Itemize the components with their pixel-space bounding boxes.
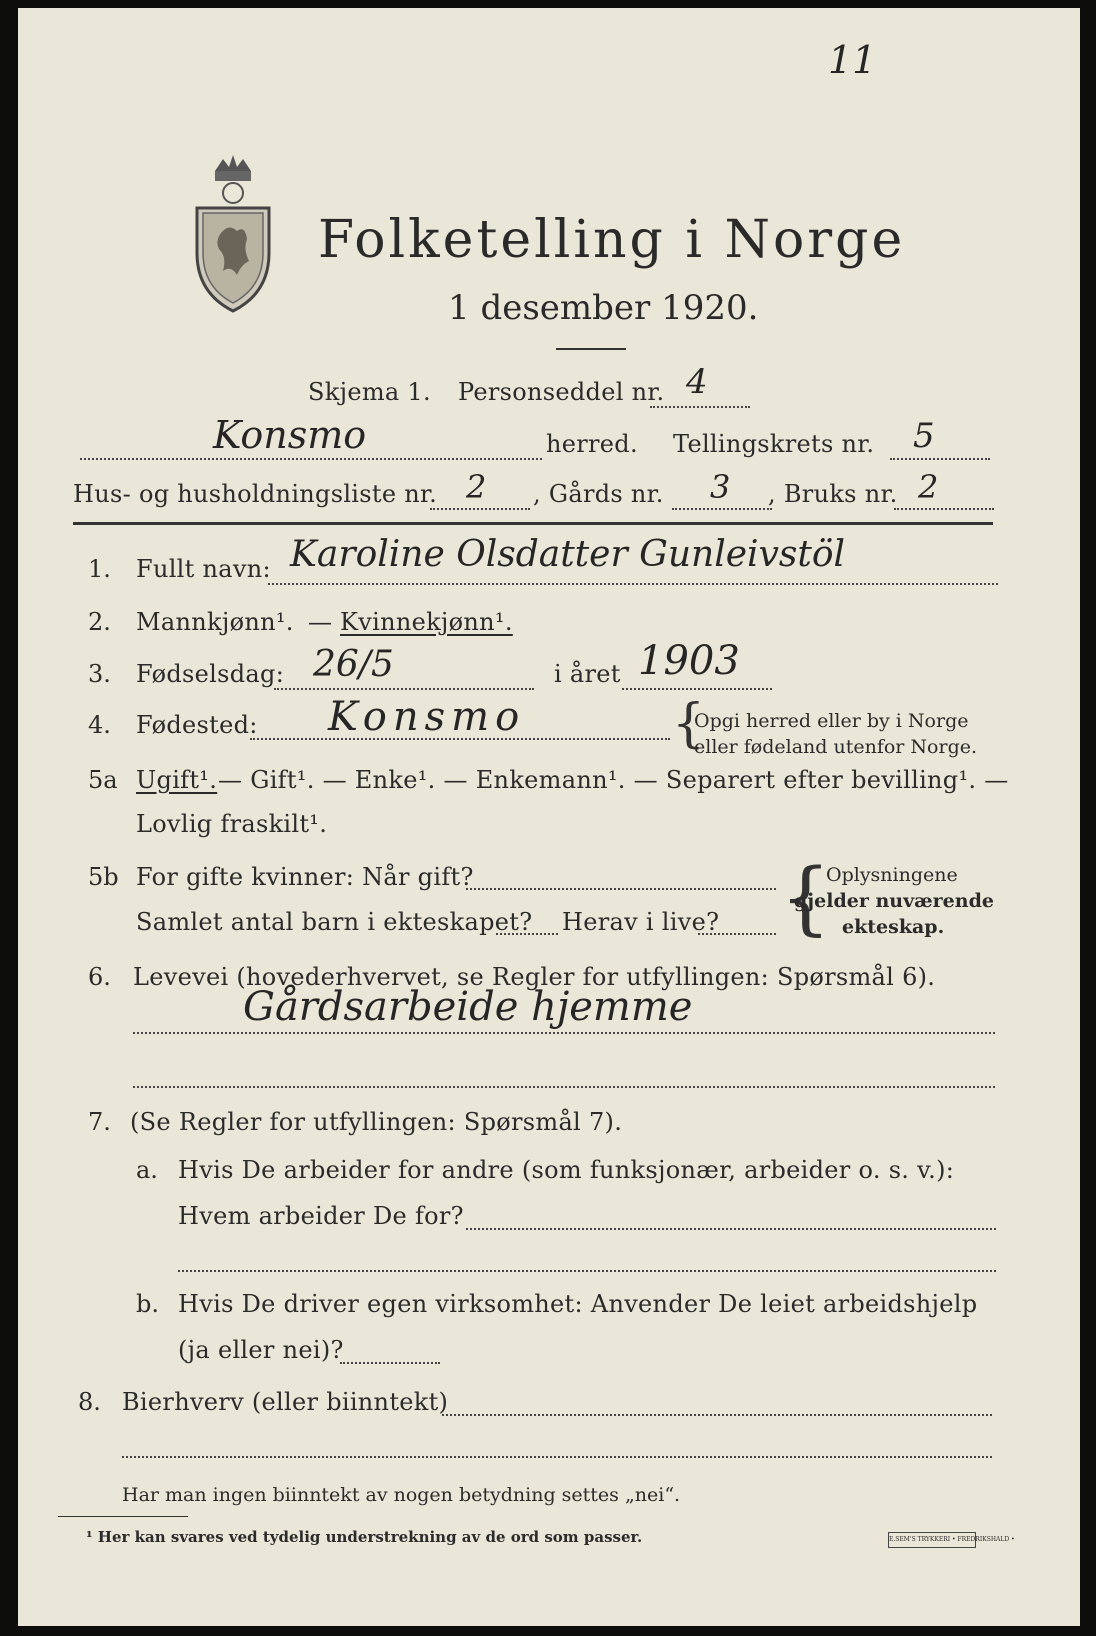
birth-year-value: 1903 xyxy=(638,638,740,684)
full-name-value: Karoline Olsdatter Gunleivstöl xyxy=(290,534,846,575)
form-subtitle: 1 desember 1920. xyxy=(448,288,759,328)
q2-number: 2. xyxy=(88,608,111,636)
bruks-label: , Bruks nr. xyxy=(768,480,898,508)
gards-value: 3 xyxy=(710,468,731,506)
census-form: 11 Folketelling i Norge 1 desember 1920. Skjema 1. Personseddel nr. 4 Konsmo herred. Tellingskrets nr. 5 Hus- og husholdningsliste nr. 2 , Gårds nr. 3 , Bruks nr. 2 1. Fullt navn: Karoline Olsdatter Gunleivstöl 2. Mannkjønn¹. — Kvinnekjønn¹. 3. Fødselsdag: 26/5 i året 1903 4. Fødested: Konsmo { Opgi herred eller by i Norge eller fødeland utenfor Norge. 5a Ugift¹. — Gift¹. — Enke¹. — Enkemann¹. — Separert efter bevilling¹. — Lovlig fraskilt¹. 5b For gifte kvinner: Når gift? Samlet antal barn i ekteskapet? Herav i live? { Oplysningene gjelder nuværende ekteskap. 6. Levevei (hovederhvervet, se Regler for utfyllingen: Spørsmål 6). Gårdsarbeide hjemme 7. (Se Regler for utfyllingen: Spørsmål 7). a. Hvis De arbeider for andre (som funksjonær, arbeider o. s. v.): Hvem arbeider De for? b. Hvis De driver egen virksomhet: Anvender De leiet arbeidshjelp (ja eller nei)? 8. Bierhverv (eller biinntekt) Har man ingen biinntekt av nogen betydning settes „nei“. ¹ Her kan svares ved tydelig understrekning av de ord som passer. E.SEM'S TRYKKERI • FREDRIKSHALD • xyxy=(18,8,1080,1626)
q7b-letter: b. xyxy=(136,1290,159,1318)
mannkjonn-option: Mannkjønn¹. xyxy=(136,608,294,636)
year-label: i året xyxy=(554,660,621,688)
q3-number: 3. xyxy=(88,660,111,688)
civil-status-options: — Gift¹. — Enke¹. — Enkemann¹. — Separert efter bevilling¹. — xyxy=(218,766,1009,794)
gards-label: , Gårds nr. xyxy=(533,480,664,508)
q5b-note-line3: ekteskap. xyxy=(842,916,945,938)
herred-label: herred. xyxy=(546,430,638,458)
q7a-line2: Hvem arbeider De for? xyxy=(178,1202,464,1230)
form-title: Folketelling i Norge xyxy=(318,210,906,270)
q3-label: Fødselsdag: xyxy=(136,660,285,688)
q4-note-line1: Opgi herred eller by i Norge xyxy=(694,710,969,732)
q5b-note-line2: gjelder nuværende xyxy=(794,890,994,912)
q6-number: 6. xyxy=(88,963,111,991)
q5b-children-label: Samlet antal barn i ekteskapet? xyxy=(136,908,533,936)
q5a-number: 5a xyxy=(88,766,118,794)
q7b-line1: Hvis De driver egen virksomhet: Anvender De leiet arbeidshjelp xyxy=(178,1290,978,1318)
birthplace-value: Konsmo xyxy=(328,694,526,740)
husholdning-value: 2 xyxy=(466,468,487,506)
q5b-number: 5b xyxy=(88,863,119,891)
tellingskrets-value: 5 xyxy=(913,416,935,456)
kvinnekjonn-option: Kvinnekjønn¹. xyxy=(340,608,513,636)
header-rule xyxy=(73,522,993,525)
q7-number: 7. xyxy=(88,1108,111,1136)
ugift-option: Ugift¹. xyxy=(136,766,218,794)
footnote: ¹ Her kan svares ved tydelig understrekning av de ord som passer. xyxy=(86,1528,643,1546)
husholdning-label: Hus- og husholdningsliste nr. xyxy=(73,480,438,508)
q5b-note-line1: Oplysningene xyxy=(826,864,958,886)
birthday-value: 26/5 xyxy=(313,644,394,685)
q8-label: Bierhverv (eller biinntekt) xyxy=(122,1388,449,1416)
q7b-line2: (ja eller nei)? xyxy=(178,1336,344,1364)
corner-mark: 11 xyxy=(828,38,877,82)
printer-stamp: E.SEM'S TRYKKERI • FREDRIKSHALD • xyxy=(888,1532,976,1548)
income-note: Har man ingen biinntekt av nogen betydning settes „nei“. xyxy=(122,1484,681,1506)
q7a-letter: a. xyxy=(136,1156,158,1184)
occupation-value: Gårdsarbeide hjemme xyxy=(243,984,693,1030)
tellingskrets-label: Tellingskrets nr. xyxy=(673,430,875,458)
q7-label: (Se Regler for utfyllingen: Spørsmål 7). xyxy=(130,1108,623,1136)
q4-number: 4. xyxy=(88,711,111,739)
bruks-value: 2 xyxy=(918,468,939,506)
q5b-alive-label: Herav i live? xyxy=(562,908,720,936)
q8-number: 8. xyxy=(78,1388,101,1416)
schema-label: Skjema 1. xyxy=(308,378,431,406)
q1-label: Fullt navn: xyxy=(136,555,271,583)
personseddel-label: Personseddel nr. xyxy=(458,378,665,406)
q1-number: 1. xyxy=(88,555,111,583)
title-divider xyxy=(556,348,626,350)
lovlig-fraskilt-option: Lovlig fraskilt¹. xyxy=(136,810,328,838)
q4-label: Fødested: xyxy=(136,711,258,739)
coat-of-arms-icon xyxy=(193,153,273,313)
herred-value: Konsmo xyxy=(213,413,367,457)
q6-label: Levevei (hovederhvervet, se Regler for utfyllingen: Spørsmål 6). xyxy=(133,963,936,991)
personseddel-value: 4 xyxy=(686,362,708,402)
q4-note-line2: eller fødeland utenfor Norge. xyxy=(694,736,978,758)
q7a-line1: Hvis De arbeider for andre (som funksjonær, arbeider o. s. v.): xyxy=(178,1156,955,1184)
q5b-married-label: For gifte kvinner: Når gift? xyxy=(136,863,474,891)
